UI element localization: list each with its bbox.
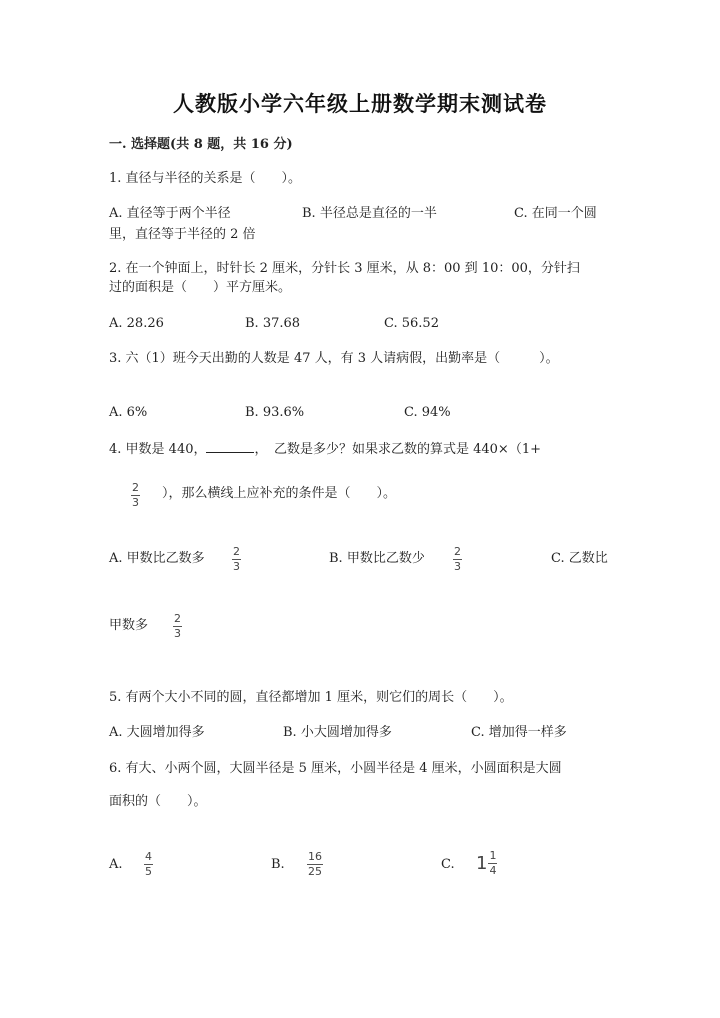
question-5-option-a: A. 大圆增加得多 — [109, 725, 205, 740]
question-5-option-c: C. 增加得一样多 — [471, 725, 567, 740]
fraction-numerator: 2 — [233, 545, 240, 558]
question-4-option-c: C. 乙数比 — [551, 551, 608, 566]
question-1-option-c-continued: 里，直径等于半径的 2 倍 — [109, 227, 256, 242]
fraction-denominator: 3 — [454, 560, 461, 573]
question-2-option-a: A. 28.26 — [109, 316, 164, 331]
question-4-option-a: A. 甲数比乙数多 — [109, 551, 205, 566]
question-6-option-a-label: A. — [109, 857, 123, 872]
question-6-option-c-label: C. — [441, 857, 455, 872]
question-4-stem-pre: 4. 甲数是 440， — [109, 442, 207, 457]
question-4-stem-line2: ），那么横线上应补充的条件是（ ）。 — [162, 486, 397, 501]
fraction-numerator: 1 — [489, 849, 497, 862]
question-4-stem-post: ， 乙数是多少？如果求乙数的算式是 440×（1+ — [254, 442, 541, 457]
question-6-stem-line1: 6. 有大、小两个圆，大圆半径是 5 厘米，小圆半径是 4 厘米，小圆面积是大圆 — [109, 761, 562, 776]
question-4-option-c-fraction — [173, 613, 182, 640]
question-4-option-b-fraction — [453, 546, 462, 573]
question-1-option-c: C. 在同一个圆 — [514, 206, 597, 221]
fraction-denominator: 3 — [233, 560, 240, 573]
fraction-numerator: 2 — [454, 545, 461, 558]
page-title: 人教版小学六年级上册数学期末测试卷 — [173, 91, 547, 116]
question-3-option-a: A. 6% — [109, 405, 148, 420]
question-6-option-b-fraction — [307, 851, 323, 878]
question-2-stem-line2: 过的面积是（ ）平方厘米。 — [109, 280, 292, 295]
question-5-option-b: B. 小大圆增加得多 — [283, 725, 392, 740]
question-1-option-b: B. 半径总是直径的一半 — [302, 206, 437, 221]
question-4-option-b: B. 甲数比乙数少 — [329, 551, 425, 566]
fraction-numerator: 2 — [174, 612, 181, 625]
fraction-numerator: 2 — [132, 481, 139, 494]
question-6-option-c-mixed-number — [476, 850, 497, 877]
question-4-stem-line1 — [109, 442, 541, 458]
question-2-stem-line1: 2. 在一个钟面上，时针长 2 厘米，分针长 3 厘米，从 8：00 到 10：00，分针扫 — [109, 261, 580, 276]
question-2-option-c: C. 56.52 — [384, 316, 439, 331]
question-3-option-b: B. 93.6% — [245, 405, 305, 420]
question-1-stem: 1. 直径与半径的关系是（ ）。 — [109, 171, 302, 186]
question-4-option-c-continued: 甲数多 — [109, 618, 149, 633]
question-4-fraction — [131, 482, 140, 509]
question-1-option-a: A. 直径等于两个半径 — [109, 206, 231, 221]
fraction-numerator: 4 — [145, 850, 152, 863]
question-6-option-b-label: B. — [271, 857, 285, 872]
question-4-option-a-fraction — [232, 546, 241, 573]
section-heading: 一. 选择题(共 8 题，共 16 分) — [109, 137, 293, 152]
question-6-option-a-fraction — [144, 851, 153, 878]
answer-blank-line — [206, 452, 254, 453]
mixed-fraction — [488, 850, 497, 877]
question-6-stem-line2: 面积的（ ）。 — [109, 794, 207, 809]
question-3-option-c: C. 94% — [404, 405, 451, 420]
mixed-whole: 1 — [476, 853, 488, 874]
fraction-denominator: 3 — [132, 496, 139, 509]
question-2-option-b: B. 37.68 — [245, 316, 301, 331]
question-5-stem: 5. 有两个大小不同的圆，直径都增加 1 厘米，则它们的周长（ ）。 — [109, 690, 513, 705]
fraction-denominator: 3 — [174, 627, 181, 640]
question-3-stem: 3. 六（1）班今天出勤的人数是 47 人，有 3 人请病假，出勤率是（ ）。 — [109, 351, 559, 366]
fraction-denominator: 5 — [145, 865, 152, 878]
fraction-numerator: 16 — [308, 850, 322, 863]
fraction-denominator: 25 — [308, 865, 322, 878]
fraction-denominator: 4 — [489, 864, 497, 877]
